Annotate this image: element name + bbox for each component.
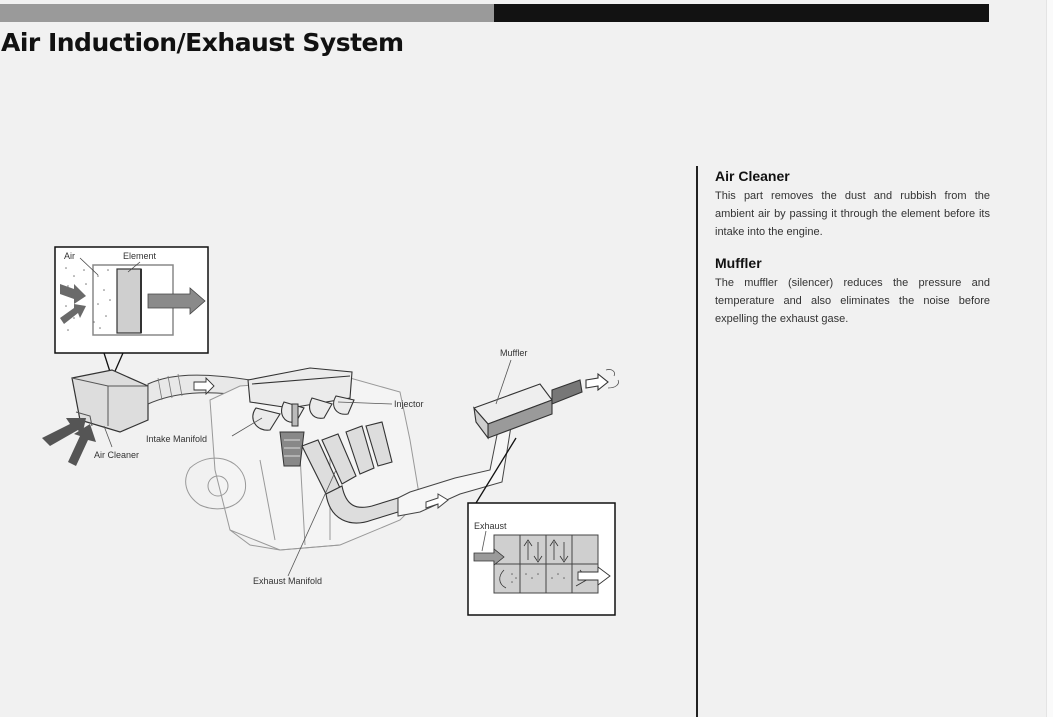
section-title: Muffler [715, 255, 762, 271]
label-air-cleaner: Air Cleaner [94, 450, 140, 460]
air-cleaner-inset [55, 247, 208, 378]
section-muffler [715, 255, 990, 328]
description-column [715, 168, 990, 342]
label-muffler: Muffler [500, 348, 528, 358]
label-injector: Injector [394, 399, 424, 409]
section-air-cleaner [715, 168, 990, 241]
label-intake-manifold: Intake Manifold [146, 434, 208, 444]
section-body: The muffler (silencer) reduces the pressure and temperature and also eliminates the noise before expelling the exhaust gase. [715, 277, 990, 325]
column-divider [696, 166, 698, 717]
label-air: Air [64, 251, 75, 261]
label-exhaust-manifold: Exhaust Manifold [253, 576, 323, 586]
section-title: Air Cleaner [715, 168, 790, 184]
section-body: This part removes the dust and rubbish from the ambient air by passing it through the element before its intake into the engine. [715, 190, 990, 238]
muffler-inset [468, 438, 615, 615]
label-element: Element [123, 251, 157, 261]
page-edge [1046, 0, 1053, 717]
label-exhaust: Exhaust [474, 521, 507, 531]
page-title: Air Induction/Exhaust System [1, 28, 404, 57]
